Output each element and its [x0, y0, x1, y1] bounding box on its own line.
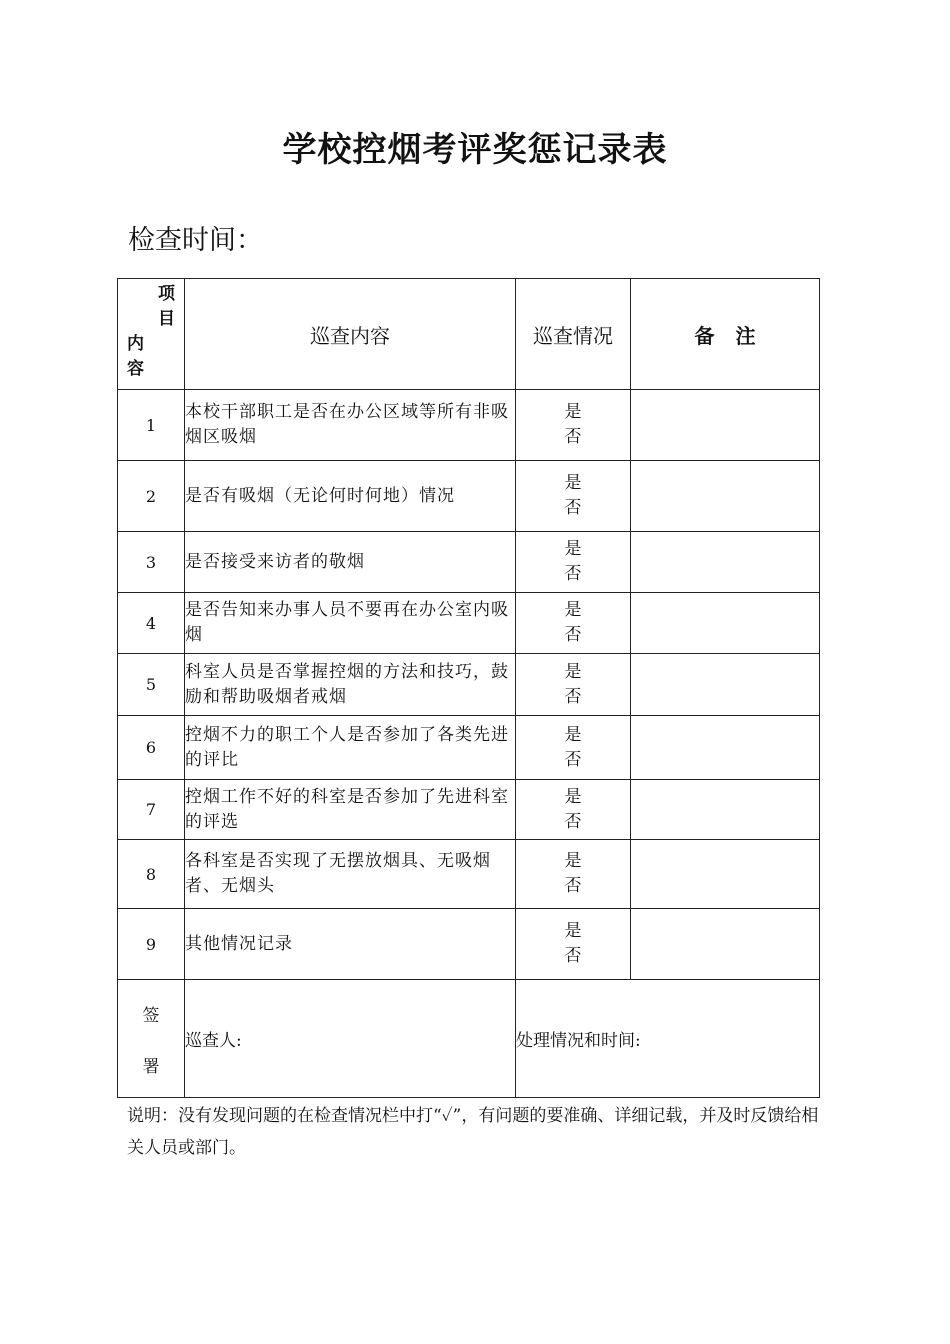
corner-char: 容	[127, 359, 144, 379]
row-number: 7	[118, 780, 185, 840]
signature-char: 签	[142, 1005, 160, 1026]
header-status: 巡查情况	[516, 279, 631, 390]
status-no: 否	[564, 686, 582, 707]
check-time-label: 检查时间：	[128, 225, 263, 256]
row-remarks	[631, 532, 820, 593]
status-no: 否	[564, 564, 582, 584]
header-content: 巡查内容	[185, 279, 516, 390]
status-no: 否	[564, 427, 582, 447]
row-status	[516, 461, 631, 532]
row-status	[516, 390, 631, 461]
table-row	[118, 654, 820, 716]
row-number: 2	[118, 461, 185, 532]
row-number: 1	[118, 390, 185, 461]
row-content: 是否接受来访者的敬烟	[185, 532, 516, 593]
status-yes: 是	[564, 724, 582, 745]
table-row	[118, 390, 820, 461]
row-number: 5	[118, 654, 185, 716]
row-status	[516, 909, 631, 980]
row-content: 科室人员是否掌握控烟的方法和技巧，鼓励和帮助吸烟者戒烟	[185, 654, 516, 716]
header-row	[118, 279, 820, 390]
table-row	[118, 840, 820, 909]
row-content: 控烟不力的职工个人是否参加了各类先进的评比	[185, 716, 516, 780]
status-no: 否	[564, 749, 582, 770]
row-number: 9	[118, 909, 185, 980]
status-yes: 是	[564, 786, 582, 807]
row-remarks	[631, 461, 820, 532]
table-row	[118, 909, 820, 980]
corner-header	[118, 279, 185, 390]
row-remarks	[631, 716, 820, 780]
signature-char: 署	[142, 1056, 160, 1077]
corner-char: 内	[127, 334, 144, 354]
row-status	[516, 716, 631, 780]
page-title: 学校控烟考评奖惩记录表	[282, 130, 668, 170]
table-row	[118, 461, 820, 532]
row-content: 是否有吸烟（无论何时何地）情况	[185, 461, 516, 532]
inspector-field[interactable]: 巡查人:	[185, 980, 516, 1098]
record-table	[117, 278, 820, 1098]
row-number: 8	[118, 840, 185, 909]
row-content: 控烟工作不好的科室是否参加了先进科室的评选	[185, 780, 516, 840]
row-remarks	[631, 593, 820, 654]
status-no: 否	[564, 811, 582, 832]
status-no: 否	[564, 876, 582, 896]
row-remarks	[631, 780, 820, 840]
table-row	[118, 716, 820, 780]
status-yes: 是	[564, 921, 582, 941]
status-yes: 是	[564, 473, 582, 493]
corner-char: 项	[158, 284, 175, 304]
corner-char: 目	[158, 309, 175, 329]
handling-field[interactable]: 处理情况和时间:	[516, 980, 820, 1098]
row-status	[516, 654, 631, 716]
signature-label	[118, 980, 185, 1098]
status-no: 否	[564, 625, 582, 645]
table-row	[118, 780, 820, 840]
row-content: 各科室是否实现了无摆放烟具、无吸烟者、无烟头	[185, 840, 516, 909]
row-content: 其他情况记录	[185, 909, 516, 980]
status-yes: 是	[564, 402, 582, 422]
signature-row	[118, 980, 820, 1098]
row-content: 本校干部职工是否在办公区域等所有非吸烟区吸烟	[185, 390, 516, 461]
row-status	[516, 593, 631, 654]
status-yes: 是	[564, 661, 582, 682]
row-content: 是否告知来办事人员不要再在办公室内吸烟	[185, 593, 516, 654]
table-row	[118, 532, 820, 593]
row-status	[516, 840, 631, 909]
row-remarks	[631, 390, 820, 461]
status-yes: 是	[564, 539, 582, 559]
row-remarks	[631, 654, 820, 716]
status-yes: 是	[564, 600, 582, 620]
status-no: 否	[564, 498, 582, 518]
row-remarks	[631, 840, 820, 909]
status-no: 否	[564, 946, 582, 966]
row-number: 6	[118, 716, 185, 780]
row-status	[516, 532, 631, 593]
instruction-note: 说明：没有发现问题的在检查情况栏中打“✓”，有问题的要准确、详细记载，并及时反馈给相关人员或部门。	[127, 1106, 819, 1158]
row-number: 3	[118, 532, 185, 593]
status-yes: 是	[564, 851, 582, 871]
table-row	[118, 593, 820, 654]
row-status	[516, 780, 631, 840]
header-remarks: 备 注	[631, 279, 820, 390]
row-number: 4	[118, 593, 185, 654]
row-remarks	[631, 909, 820, 980]
